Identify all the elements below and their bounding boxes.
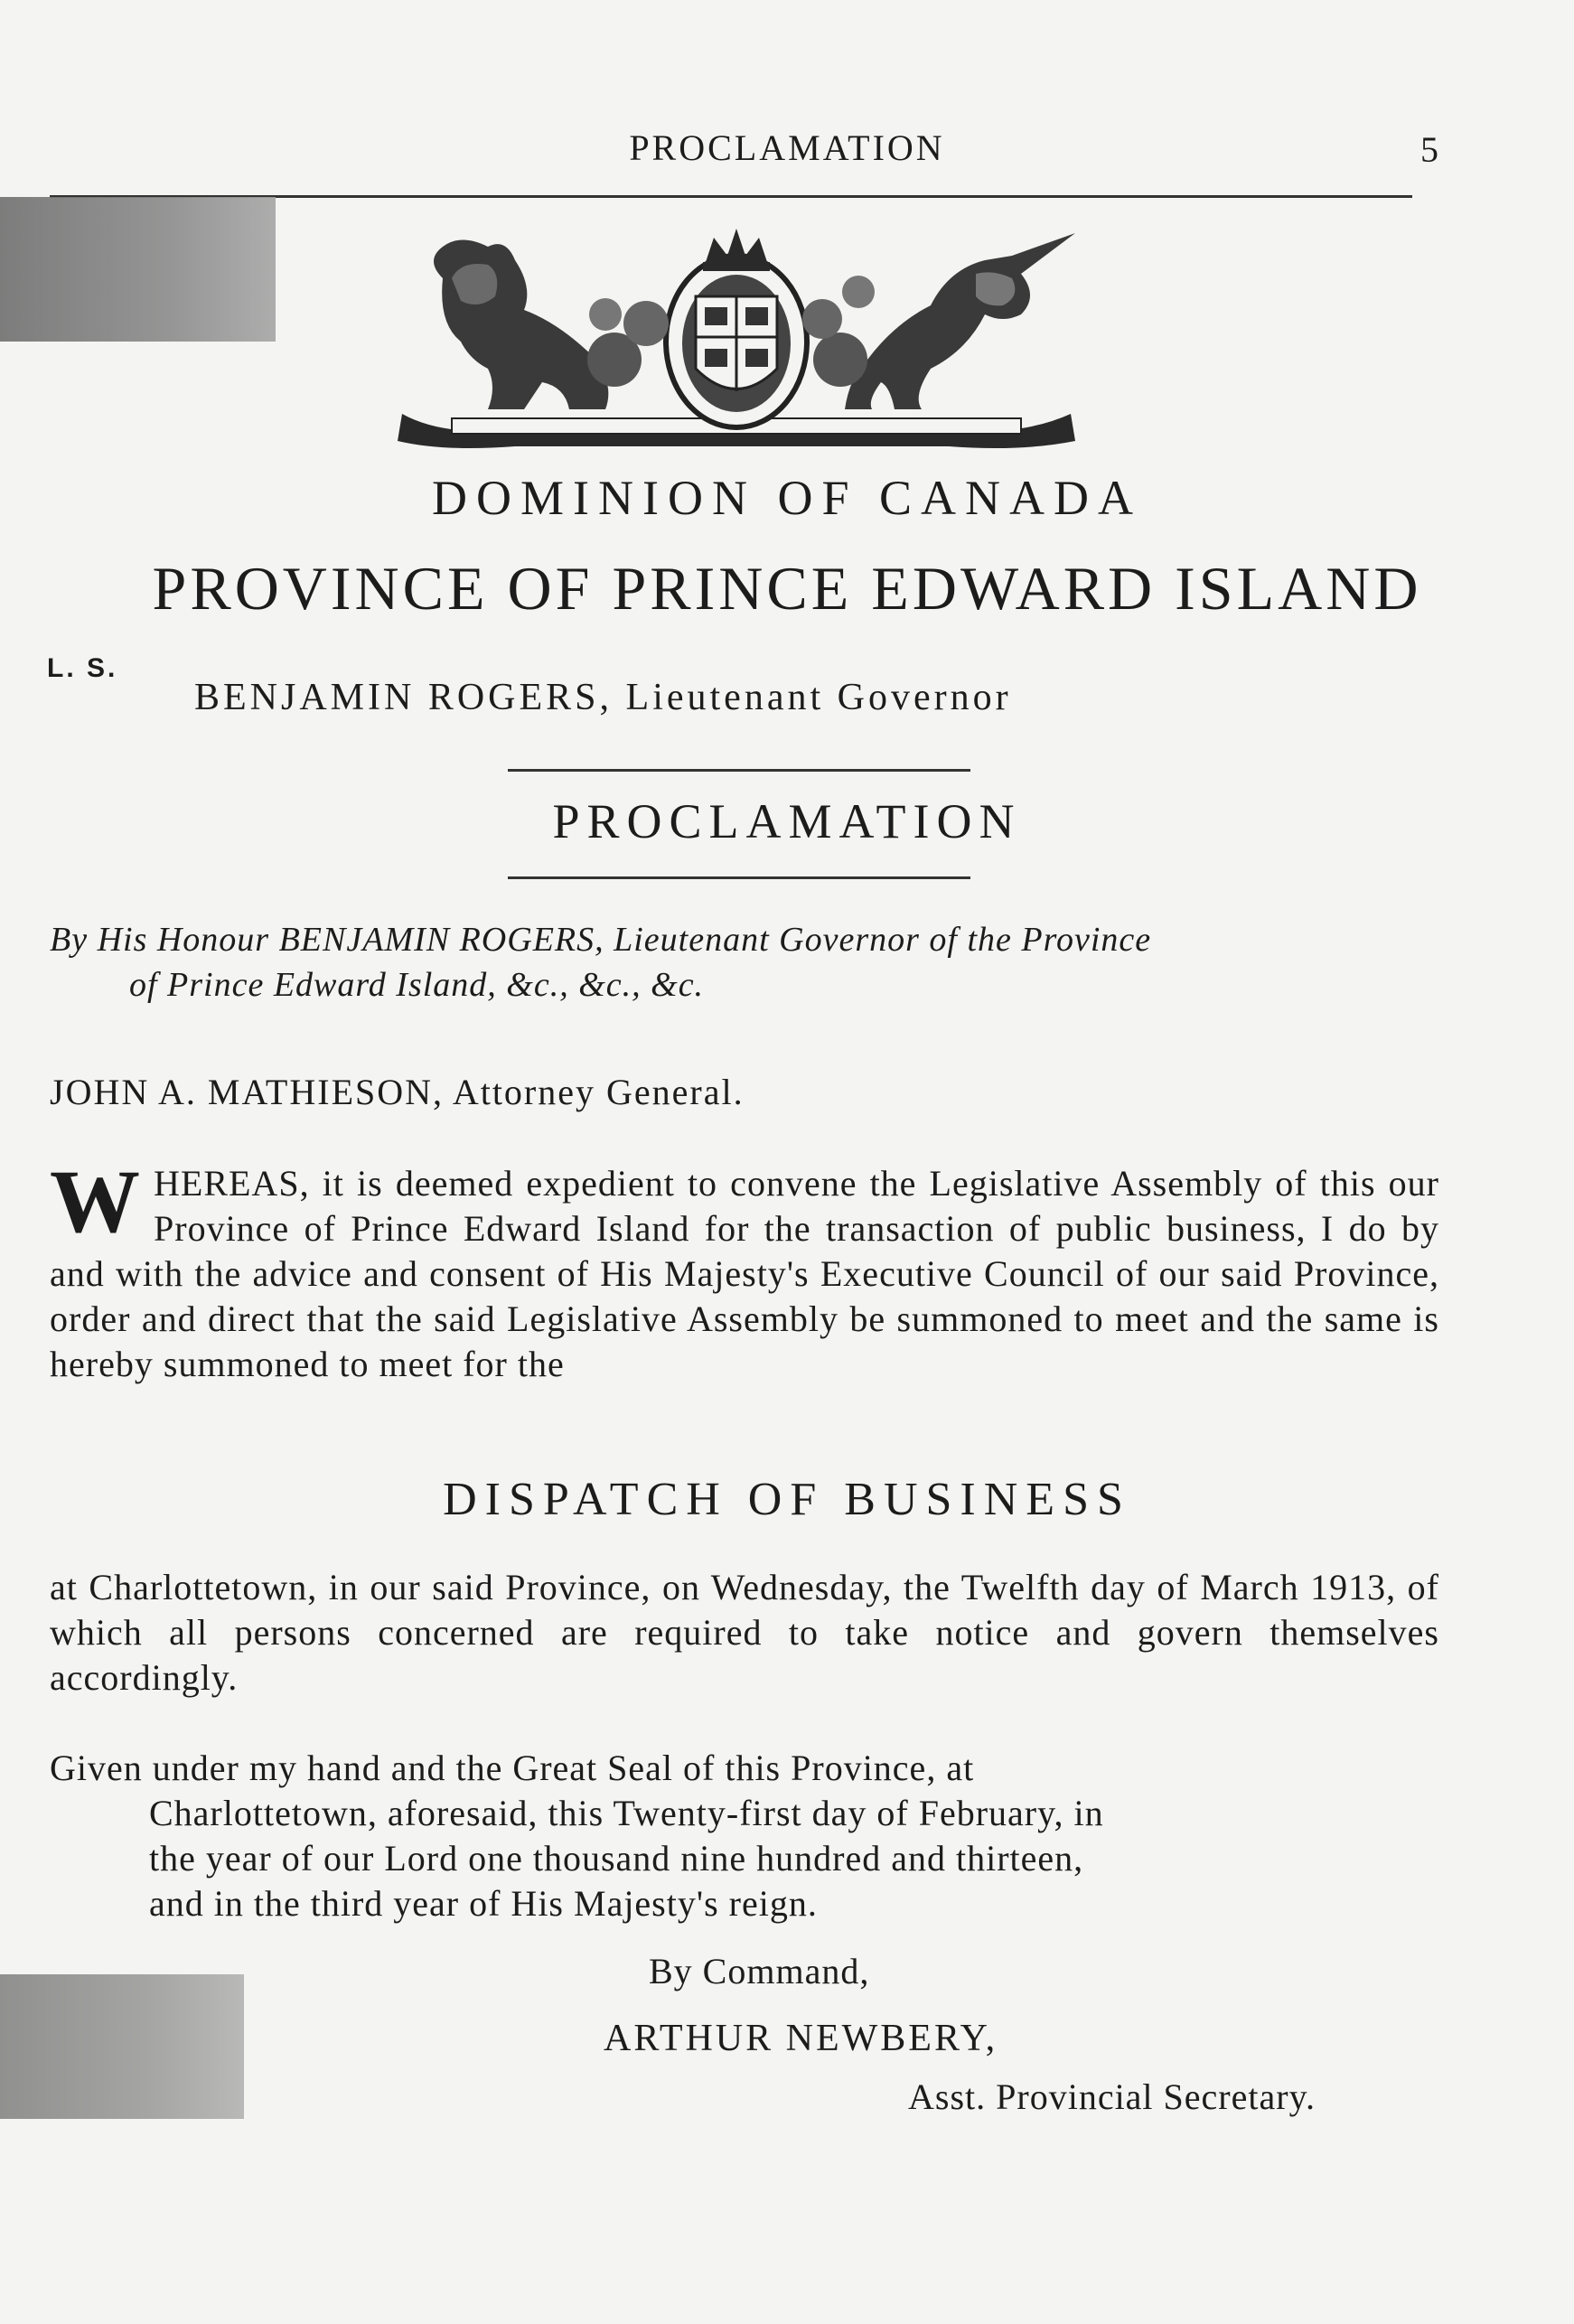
signatory-title: Asst. Provincial Secretary. — [908, 2076, 1316, 2117]
signatory-name: ARTHUR NEWBERY, — [604, 2018, 998, 2059]
title-rule-top — [508, 769, 970, 772]
dominion-heading: DOMINION OF CANADA — [432, 471, 1142, 525]
byline — [50, 917, 1439, 1007]
given-line-3: the year of our Lord one thousand nine hundred and thirteen, — [149, 1838, 1084, 1879]
running-head: PROCLAMATION — [629, 127, 945, 168]
drop-cap: W — [50, 1151, 141, 1251]
royal-coat-of-arms — [389, 224, 1084, 452]
dispatch-heading: DISPATCH OF BUSINESS — [443, 1474, 1131, 1525]
proclamation-title: PROCLAMATION — [552, 794, 1022, 848]
byline-line-2: of Prince Edward Island, &c., &c., &c. — [129, 966, 705, 1004]
tape-smudge-bottom — [0, 1974, 244, 2119]
whereas-paragraph — [50, 1151, 1439, 1387]
byline-line-1: By His Honour BENJAMIN ROGERS, Lieutenant Governor of the Province — [50, 921, 1152, 959]
whereas-text: HEREAS, it is deemed expedient to convene the Legislative Assembly of this our Province of Prince Edward Island for the transaction of public business, I do by and with the advice and consent of His Majesty's Executive Council of our said Province, order and direct that the said Legislative Assembly be summoned to meet and the same is hereby summoned to meet for the — [50, 1163, 1439, 1384]
given-line-1: Given under my hand and the Great Seal of this Province, at — [50, 1748, 975, 1788]
attorney-general-line: JOHN A. MATHIESON, Attorney General. — [50, 1072, 745, 1112]
given-line-2: Charlottetown, aforesaid, this Twenty-first day of February, in — [149, 1793, 1104, 1833]
meeting-details-paragraph: at Charlottetown, in our said Province, on Wednesday, the Twelfth day of March 1913, of which all persons concerned are required to take notice and govern themselves accordingly. — [50, 1567, 1439, 1698]
given-paragraph — [50, 1746, 1439, 1926]
given-line-4: and in the third year of His Majesty's reign. — [149, 1883, 818, 1924]
by-command: By Command, — [649, 1951, 870, 1991]
province-heading: PROVINCE OF PRINCE EDWARD ISLAND — [152, 554, 1422, 623]
governor-line: BENJAMIN ROGERS, Lieutenant Governor — [194, 677, 1012, 718]
tape-smudge-top — [0, 197, 276, 342]
title-rule-bottom — [508, 876, 970, 879]
page-number: 5 — [1420, 129, 1438, 170]
locus-sigilli-mark: L. S. — [47, 653, 118, 683]
